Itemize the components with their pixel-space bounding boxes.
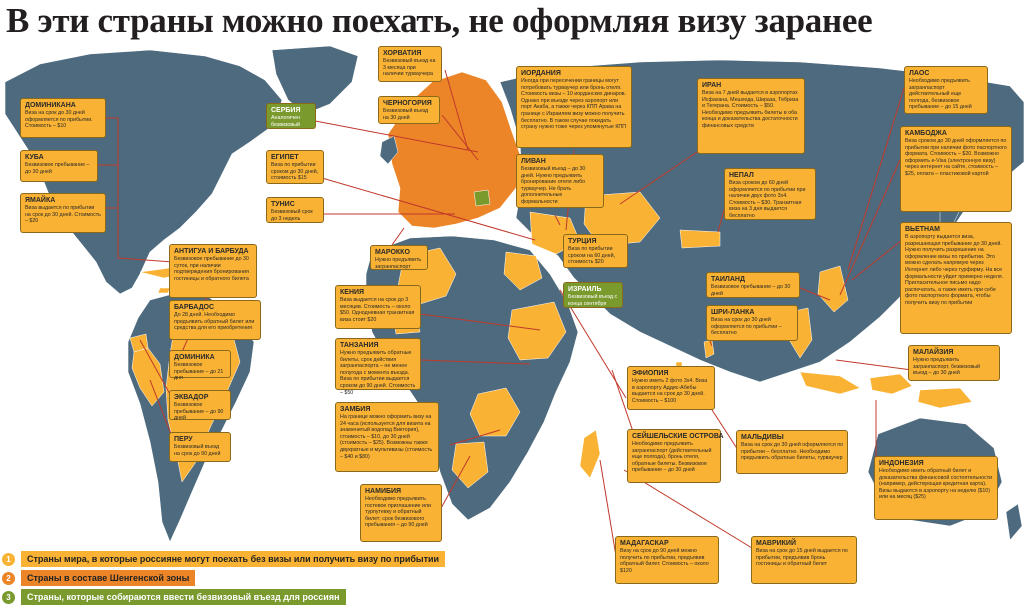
box-indonesia (874, 456, 998, 520)
country-text: Безвизовое пребывание – до 90 дней (174, 402, 224, 422)
country-text: Виза на срок до 15 дней выдается по прибытии, предъявив бронь гостиницы и обратный билет (756, 548, 848, 568)
country-name: ИРАН (702, 82, 722, 89)
legend-number: 3 (2, 591, 15, 604)
country-name: ДОМИНИКАНА (25, 102, 76, 109)
country-name: ЧЕРНОГОРИЯ (383, 100, 432, 107)
country-text: Безвизовое пребывание до 30 суток, при наличии подтверждения бронирования гостиницы и обратного билета (174, 256, 249, 282)
country-text: До 28 дней. Необходимо предъявить обратный билет или средства для его приобретения (174, 312, 255, 332)
box-peru (169, 432, 231, 462)
box-cambodia (900, 126, 1012, 212)
box-vietnam (900, 222, 1012, 334)
legend-label: Страны, которые собираются ввести безвизовый въезд для россиян (21, 589, 346, 605)
box-nepal (724, 168, 816, 220)
legend-item-planned (2, 588, 346, 606)
country-text: В аэропорту выдается виза, разрешающая пребывание до 30 дней. Нужно получить разрешение на оформление визы по прибытии. Это можно сделать напрямую через Интернет либо через турфирму. На все формальности уйдет примерно неделя. Пригласительное письмо надо распечатать, а также иметь при себе фото паспортного формата, чтобы получить визу по прибытии (905, 234, 1004, 306)
country-text: Необходимо иметь обратный билет и доказательства финансовой состоятельности (например, действующая кредитная карта). Визы выдаются в аэропорту на неделю ($10) или на месяц ($25) (879, 468, 993, 501)
country-name: ХОРВАТИЯ (383, 50, 422, 57)
country-name: КАМБОДЖА (905, 130, 947, 137)
world-map (0, 42, 1024, 562)
legend (0, 548, 455, 607)
country-text: Виза на срок до 30 дней оформляется по прибытии – бесплатно. Необходимо предъявить обратные билеты, турваучер (741, 442, 844, 462)
box-turkey (563, 234, 628, 268)
box-zambia (335, 402, 439, 472)
country-text: Необходимо предъявить загранпаспорт (действительный еще полгода), бронь отеля, обратные билеты. Безвизовое пребывание – до 30 дней (632, 441, 712, 474)
country-text: Безвизовый въезд с конца сентября (568, 294, 618, 307)
box-ecuador (169, 390, 231, 420)
country-name: КУБА (25, 154, 44, 161)
legend-label: Страны мира, в которые россияне могут поехать без визы или получить визу по прибытии (21, 551, 445, 567)
box-dominican (20, 98, 106, 138)
country-text: Нужно предъявить загранпаспорт (375, 257, 422, 270)
country-text: Безвизовый въезд на срок до 90 дней (174, 444, 221, 457)
legend-label: Страны в составе Шенгенской зоны (21, 570, 195, 586)
country-name: СЕЙШЕЛЬСКИЕ ОСТРОВА (632, 433, 724, 440)
balkans-green (474, 190, 490, 206)
box-namibia (360, 484, 442, 542)
legend-item-schengen (2, 569, 195, 587)
box-egypt (266, 150, 324, 184)
box-tanzania (335, 338, 421, 396)
country-text: Безвизовый въезд на 30 дней (383, 108, 429, 121)
country-text: Виза на срок до 30 дней оформляется по прибытии – бесплатно (711, 317, 782, 337)
box-kenya (335, 285, 421, 329)
box-morocco (370, 245, 428, 270)
box-srilanka (706, 305, 798, 341)
country-name: МАЛАЙЗИЯ (913, 349, 954, 356)
country-text: Виза выдается по прибытии на срок до 30 дней. Стоимость – $20 (25, 205, 101, 225)
country-name: ВЬЕТНАМ (905, 226, 940, 233)
country-name: ЗАМБИЯ (340, 406, 371, 413)
country-text: Нужно предъявить загранпаспорт, безвизовый въезд – до 30 дней (913, 357, 980, 377)
country-text: Безвизовое пребывание – до 30 дней (711, 284, 791, 297)
country-name: КЕНИЯ (340, 289, 365, 296)
country-text: Нужно предъявить обратные билеты, срок действия загранпаспорта – не менее полугода с момента въезда. Виза по прибытии выдается сроком до 90 дней. Стоимость – $50 (340, 350, 416, 396)
country-name: ЛИВАН (521, 158, 546, 165)
country-name: ТАИЛАНД (711, 276, 745, 283)
country-name: НЕПАЛ (729, 172, 754, 179)
box-maldives (736, 430, 848, 474)
box-lebanon (516, 154, 604, 208)
legend-number: 2 (2, 572, 15, 585)
country-name: ТУНИС (271, 201, 295, 208)
country-name: ИЗРАИЛЬ (568, 286, 602, 293)
page-title: В эти страны можно поехать, не оформляя визу заранее (6, 1, 873, 40)
box-antigua (169, 244, 257, 298)
box-croatia (378, 46, 442, 82)
country-text: Виза по прибытии сроком на 60 дней, стоимость $20 (568, 246, 616, 266)
country-text: Виза на 7 дней выдается в аэропортах Исфахана, Мешхеда, Шираза, Тебриза и Тегерана. Стоимость – $50. Необходимо предъявить билеты в оба конца и доказательства достаточности финансовых средств (702, 90, 799, 129)
box-thailand (706, 272, 800, 298)
country-name: МАРОККО (375, 249, 410, 256)
country-text: Виза сроком до 30 дней оформляется по прибытии при наличии фото паспортного формата. Стоимость – $20. Возможно оформить e-Visa (электронную визу) через интернет на сайте, стоимость – $25, оплата – пластиковой картой (905, 138, 1007, 177)
country-text: Визу на срок до 90 дней можно получить по прибытии, предъявив обратный билет. Стоимость – около $120 (620, 548, 709, 574)
country-name: ЭФИОПИЯ (632, 370, 669, 377)
box-barbados (169, 300, 261, 340)
country-text: Нужно иметь 2 фото 3х4. Виза в аэропорту Аддис-Абебы выдается на срок до 30 дней. Стоимость – $100 (632, 378, 708, 404)
country-name: МАДАГАСКАР (620, 540, 669, 547)
country-name: ШРИ-ЛАНКА (711, 309, 755, 316)
country-name: ПЕРУ (174, 436, 193, 443)
country-name: НАМИБИЯ (365, 488, 402, 495)
box-seychelles (627, 429, 724, 483)
country-text: Виза сроком до 60 дней оформляется по прибытии при наличии двух фото 3х4. Стоимость – $30. Транзитная виза на 3 дня выдается бесплатно (729, 180, 806, 219)
country-name: ЛАОС (909, 70, 930, 77)
box-laos (904, 66, 988, 114)
country-name: ТУРЦИЯ (568, 238, 597, 245)
box-serbia (266, 103, 316, 135)
box-tunisia (266, 197, 324, 223)
country-text: Безвизовый въезд – до 30 дней. Нужно предъявить бронирование отеля либо турваучер. Не брать дополнительные формальности (521, 166, 586, 205)
country-name: ИНДОНЕЗИЯ (879, 460, 924, 467)
box-jamaica (20, 193, 106, 233)
country-text: Необходимо предъявить гостевое приглашение или турпутевку и обратный билет; срок безвизового пребывания – до 90 дней (365, 496, 431, 529)
country-text: Виза выдается на срок до 3 месяцев. Стоимость – около $50. Однодневная транзитная виза стоит $20 (340, 297, 415, 323)
box-israel (563, 282, 623, 308)
box-jordan (516, 66, 632, 148)
box-montenegro (378, 96, 440, 124)
country-name: ТАНЗАНИЯ (340, 342, 379, 349)
box-dominica (169, 350, 231, 382)
country-name: ЯМАЙКА (25, 197, 56, 204)
country-name: СЕРБИЯ (271, 107, 301, 114)
country-text: Безвизовое пребывание – до 30 дней (25, 162, 90, 175)
country-text: Аналогичен безвизовый въезд (271, 115, 301, 135)
box-cuba (20, 150, 98, 182)
country-text: Безвизовое пребывание – до 21 дня (174, 362, 224, 382)
country-text: Безвизовый въезд на 3 месяца при наличии турваучера (383, 58, 436, 78)
box-iran (697, 78, 805, 154)
country-text: На границе можно оформить визу на 24 часа (используется для визита на знаменитый водопад Виктория), стоимость – $10, до 30 дней (стоимость – $25). Возможны также двукратные и мультивизы (стоимость – $40 и $80) (340, 414, 433, 460)
country-name: ЭКВАДОР (174, 394, 209, 401)
box-malaysia (908, 345, 1000, 381)
country-name: МАВРИКИЙ (756, 540, 796, 547)
country-name: АНТИГУА И БАРБУДА (174, 248, 249, 255)
country-text: Виза по прибытии сроком до 30 дней, стоимость $15 (271, 162, 319, 182)
country-name: ДОМИНИКА (174, 354, 215, 361)
country-name: МАЛЬДИВЫ (741, 434, 784, 441)
country-name: ИОРДАНИЯ (521, 70, 561, 77)
country-text: Необходимо предъявить загранпаспорт действительный еще полгода, безвизовое пребывание – до 15 дней (909, 78, 972, 111)
country-text: Иногда при пересечении границы могут потребовать турваучер или бронь отеля. Стоимость визы – 10 иорданских динаров. Однако при въезде через аэропорт или порт Акаба, а также через КПП Арава на границе с Израилем визу можно получить бесплатно. В таком случае покидать страну нужно тоже через упомянутые КПП (521, 78, 627, 131)
country-text: Виза на срок до 30 дней оформляется по прибытии. Стоимость – $10 (25, 110, 93, 130)
legend-number: 1 (2, 553, 15, 566)
box-madagascar (615, 536, 719, 584)
country-text: Безвизовый срок до 3 недель (271, 209, 313, 222)
country-name: БАРБАДОС (174, 304, 215, 311)
box-ethiopia (627, 366, 715, 410)
country-name: ЕГИПЕТ (271, 154, 299, 161)
box-mauritius (751, 536, 857, 584)
legend-item-visa-free (2, 550, 445, 568)
